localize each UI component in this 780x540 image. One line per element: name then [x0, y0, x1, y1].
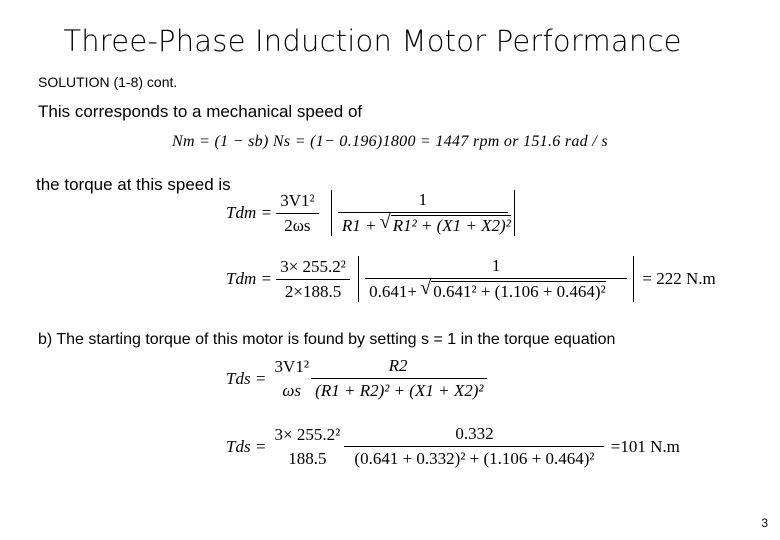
fraction-denominator: 188.5: [288, 448, 327, 468]
fraction-inner: [338, 190, 511, 236]
fraction-main-numerator: R2: [388, 356, 408, 375]
fraction-numerator: 3× 255.2²: [274, 424, 341, 444]
equation-speed: Nm = (1 − sb) Ns = (1− 0.196)1800 = 1447 rpm or 151.6 rad / s: [172, 133, 608, 150]
denominator-term-a: R1 +: [341, 216, 377, 235]
fraction-inner: [365, 256, 627, 302]
text-line-2: the torque at this speed is: [36, 175, 231, 194]
fraction-main: [311, 356, 487, 401]
fraction-denominator: 2ωs: [276, 213, 318, 236]
fraction-denominator: 2×188.5: [276, 279, 350, 302]
equation-starting-torque-numeric: [226, 424, 680, 469]
fraction-inner-denominator: [365, 278, 627, 302]
fraction-prefactor: [276, 257, 350, 302]
bracket-term: [331, 190, 515, 236]
fraction-main-denominator: (R1 + R2)² + (X1 + X2)²: [311, 378, 487, 401]
equation-lhs: Tdm =: [226, 203, 272, 222]
equation-torque-numeric: [226, 256, 716, 302]
solution-heading: SOLUTION (1-8) cont.: [38, 74, 178, 90]
slide-title: Three-Phase Induction Motor Performance: [63, 24, 682, 58]
fraction-main: [344, 424, 604, 469]
equation-lhs: Tds =: [226, 436, 267, 456]
fraction-denominator: ωs: [282, 380, 302, 400]
equation-result: =101 N.m: [610, 436, 680, 456]
fraction-main-numerator: 0.332: [455, 424, 494, 443]
text-line-3: b) The starting torque of this motor is found by setting s = 1 in the torque equation: [38, 331, 616, 348]
fraction-numerator: 3V1²: [280, 190, 315, 210]
sqrt-term: √ R1² + (X1 + X2)²: [391, 215, 511, 236]
fraction-numerator: 3× 255.2²: [280, 256, 346, 276]
fraction-inner-numerator: 1: [491, 256, 501, 275]
fraction-inner-numerator: 1: [418, 190, 428, 209]
fraction-prefactor: [276, 191, 318, 236]
equation-starting-torque-general: [226, 356, 487, 401]
denominator-term-a: 0.641+: [369, 282, 417, 301]
equation-lhs: Tds =: [226, 368, 267, 388]
page-number: 3: [761, 516, 768, 530]
fraction-prefactor: [271, 425, 345, 469]
equation-lhs: Tdm =: [226, 269, 272, 288]
fraction-inner-denominator: [338, 212, 511, 236]
fraction-prefactor: [271, 357, 313, 401]
fraction-main-denominator: (0.641 + 0.332)² + (1.106 + 0.464)²: [344, 446, 604, 469]
fraction-numerator: 3V1²: [274, 356, 309, 376]
equation-torque-general: [226, 190, 515, 236]
sqrt-term: √ 0.641² + (1.106 + 0.464)²: [431, 281, 605, 302]
equation-result: = 222 N.m: [642, 269, 716, 288]
text-line-1: This corresponds to a mechanical speed of: [38, 102, 363, 121]
bracket-term: [358, 256, 634, 302]
